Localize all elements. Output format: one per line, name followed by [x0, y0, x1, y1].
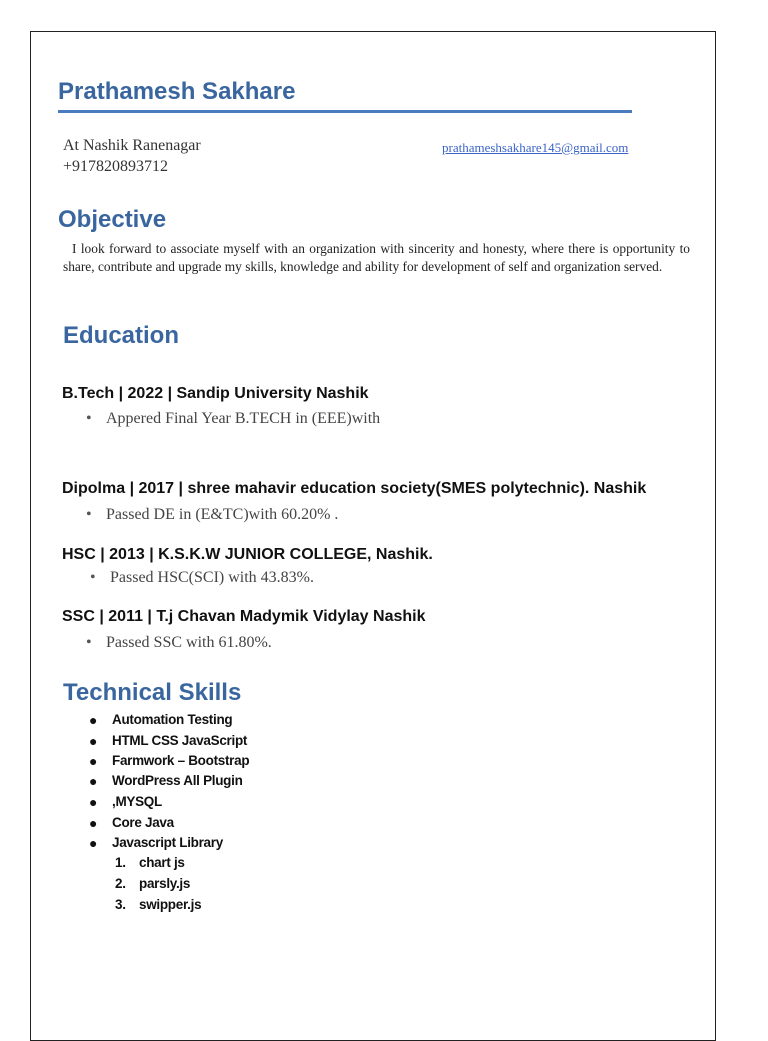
education-entry-title: Dipolma | 2017 | shree mahavir education society(SMES polytechnic). Nashik — [62, 480, 647, 497]
bullet-icon: • — [86, 634, 92, 651]
skill-item: ● HTML CSS JavaScript — [89, 733, 248, 749]
email-link[interactable]: prathameshsakhare145@gmail.com — [442, 140, 629, 155]
bullet-icon: • — [86, 410, 92, 427]
education-entry-title: B.Tech | 2022 | Sandip University Nashik — [62, 385, 369, 402]
phone-number: +917820893712 — [63, 158, 169, 175]
bullet-icon: ● — [89, 794, 98, 810]
skill-item: ● Core Java — [89, 815, 174, 831]
name-underline — [58, 110, 632, 113]
bullet-icon: ● — [89, 835, 98, 851]
skill-item: ● Farmwork – Bootstrap — [89, 753, 250, 769]
skill-item: ● Javascript Library — [89, 835, 223, 851]
library-item: 1. chart js — [115, 855, 185, 870]
education-heading: Education — [63, 322, 180, 349]
list-number: 1. — [115, 855, 126, 870]
resume-page — [30, 31, 716, 1041]
bullet-icon: ● — [89, 712, 98, 728]
education-detail-text: Passed HSC(SCI) with 43.83%. — [110, 569, 315, 586]
bullet-icon: ● — [89, 773, 98, 789]
education-detail-text: Passed DE in (E&TC)with 60.20% . — [106, 506, 339, 523]
education-entry-detail — [86, 410, 380, 428]
library-item: 2. parsly.js — [115, 876, 191, 891]
library-item: 3. swipper.js — [115, 897, 202, 912]
education-detail-text: Passed SSC with 61.80%. — [106, 634, 272, 651]
bullet-icon: ● — [89, 733, 98, 749]
objective-text: I look forward to associate myself with an organization with sincerity and honesty, where there is opportunity to share, contribute and upgrade my skills, knowledge and ability for development of self and organization served. — [63, 241, 690, 274]
objective-heading: Objective — [58, 206, 167, 233]
address: At Nashik Ranenagar — [63, 137, 201, 154]
candidate-name: Prathamesh Sakhare — [58, 78, 296, 105]
education-entry-title: HSC | 2013 | K.S.K.W JUNIOR COLLEGE, Nashik. — [62, 546, 433, 563]
skill-item: ● WordPress All Plugin — [89, 773, 243, 789]
bullet-icon: • — [90, 569, 96, 586]
skill-item: ● ,MYSQL — [89, 794, 162, 810]
education-detail-text: Appered Final Year B.TECH in (EEE)with — [106, 410, 381, 427]
education-entry-title: SSC | 2011 | T.j Chavan Madymik Vidylay Nashik — [62, 608, 426, 625]
education-entry-detail — [90, 569, 314, 587]
list-number: 2. — [115, 876, 126, 891]
list-number: 3. — [115, 897, 126, 912]
bullet-icon: • — [86, 506, 92, 523]
education-entry-detail — [86, 506, 338, 524]
bullet-icon: ● — [89, 815, 98, 831]
education-entry-detail — [86, 634, 272, 652]
bullet-icon: ● — [89, 753, 98, 769]
technical-skills-heading: Technical Skills — [63, 679, 242, 706]
skill-item: ● Automation Testing — [89, 712, 233, 728]
